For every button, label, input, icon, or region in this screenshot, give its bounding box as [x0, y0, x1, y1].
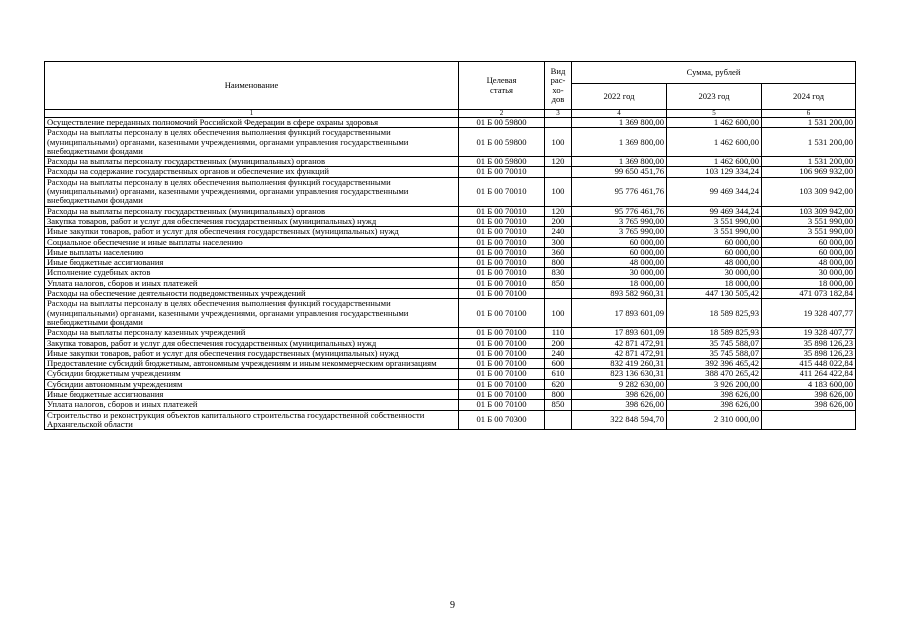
row-target-article: 01 Б 00 70010	[459, 167, 545, 177]
row-amount-2022: 893 582 960,31	[572, 289, 667, 299]
row-amount-2024: 471 073 182,84	[762, 289, 856, 299]
table-row	[45, 237, 856, 247]
row-amount-2023: 60 000,00	[667, 247, 762, 257]
row-name: Иные закупки товаров, работ и услуг для обеспечения государственных (муниципальных) нужд	[45, 227, 459, 237]
row-amount-2023: 99 469 344,24	[667, 177, 762, 206]
row-amount-2024: 3 551 990,00	[762, 227, 856, 237]
row-target-article: 01 Б 00 70100	[459, 328, 545, 338]
row-name: Расходы на выплаты персоналу в целях обеспечения выполнения функций государственными (муниципальными) органами, казенными учреждениями, органами управления государственными внебюджетными фондами	[45, 177, 459, 206]
row-amount-2024: 398 626,00	[762, 400, 856, 410]
row-amount-2023: 3 926 200,00	[667, 379, 762, 389]
row-amount-2023: 398 626,00	[667, 400, 762, 410]
table-header	[45, 62, 856, 118]
row-amount-2023: 30 000,00	[667, 268, 762, 278]
row-amount-2022: 1 369 800,00	[572, 118, 667, 128]
row-expense-type: 200	[545, 338, 572, 348]
header-name: Наименование	[45, 62, 459, 110]
table-row	[45, 338, 856, 348]
row-amount-2023: 1 462 600,00	[667, 128, 762, 157]
table-row	[45, 390, 856, 400]
row-target-article: 01 Б 00 70010	[459, 206, 545, 216]
row-amount-2024: 18 000,00	[762, 278, 856, 288]
header-2022: 2022 год	[572, 84, 667, 110]
row-amount-2022: 1 369 800,00	[572, 128, 667, 157]
row-name: Расходы на обеспечение деятельности подведомственных учреждений	[45, 289, 459, 299]
row-name: Уплата налогов, сборов и иных платежей	[45, 400, 459, 410]
table-row	[45, 216, 856, 226]
row-target-article: 01 Б 00 70010	[459, 237, 545, 247]
row-amount-2024: 19 328 407,77	[762, 328, 856, 338]
table-row	[45, 348, 856, 358]
row-target-article: 01 Б 00 70100	[459, 390, 545, 400]
row-name: Иные бюджетные ассигнования	[45, 390, 459, 400]
row-amount-2022: 60 000,00	[572, 247, 667, 257]
table-row	[45, 268, 856, 278]
row-name: Социальное обеспечение и иные выплаты населению	[45, 237, 459, 247]
row-amount-2024	[762, 410, 856, 430]
table-row	[45, 299, 856, 328]
table-row	[45, 328, 856, 338]
column-number: 3	[545, 110, 572, 118]
row-amount-2022: 17 893 601,09	[572, 328, 667, 338]
row-amount-2022: 398 626,00	[572, 390, 667, 400]
header-2023: 2023 год	[667, 84, 762, 110]
row-expense-type: 800	[545, 258, 572, 268]
row-name: Строительство и реконструкция объектов капитального строительства государственной собственности Архангельской области	[45, 410, 459, 430]
table-row	[45, 177, 856, 206]
row-expense-type: 120	[545, 157, 572, 167]
row-amount-2024: 60 000,00	[762, 237, 856, 247]
row-expense-type: 600	[545, 359, 572, 369]
row-amount-2024: 106 969 932,00	[762, 167, 856, 177]
column-number: 1	[45, 110, 459, 118]
row-amount-2022: 99 650 451,76	[572, 167, 667, 177]
row-name: Расходы на выплаты персоналу государственных (муниципальных) органов	[45, 206, 459, 216]
row-amount-2022: 95 776 461,76	[572, 206, 667, 216]
row-amount-2023: 35 745 588,07	[667, 338, 762, 348]
table-row	[45, 227, 856, 237]
row-amount-2024: 4 183 600,00	[762, 379, 856, 389]
row-amount-2022: 3 765 990,00	[572, 227, 667, 237]
row-amount-2024: 1 531 200,00	[762, 118, 856, 128]
column-number-row	[45, 110, 856, 118]
row-name: Расходы на выплаты персоналу казенных учреждений	[45, 328, 459, 338]
row-name: Иные выплаты населению	[45, 247, 459, 257]
row-amount-2023: 388 470 265,42	[667, 369, 762, 379]
page-number: 9	[450, 600, 455, 611]
row-amount-2022: 48 000,00	[572, 258, 667, 268]
row-amount-2023: 3 551 990,00	[667, 216, 762, 226]
row-amount-2022: 322 848 594,70	[572, 410, 667, 430]
row-amount-2024: 411 264 422,84	[762, 369, 856, 379]
row-amount-2024: 1 531 200,00	[762, 128, 856, 157]
row-amount-2024: 1 531 200,00	[762, 157, 856, 167]
row-expense-type: 110	[545, 328, 572, 338]
row-amount-2022: 18 000,00	[572, 278, 667, 288]
row-amount-2022: 1 369 800,00	[572, 157, 667, 167]
row-amount-2023: 1 462 600,00	[667, 157, 762, 167]
row-name: Расходы на выплаты персоналу в целях обеспечения выполнения функций государственными (муниципальными) органами, казенными учреждениями, органами управления государственными внебюджетными фондами	[45, 299, 459, 328]
row-amount-2022: 398 626,00	[572, 400, 667, 410]
row-amount-2024: 103 309 942,00	[762, 206, 856, 216]
row-amount-2023: 2 310 000,00	[667, 410, 762, 430]
header-vid: Вид рас- хо- дов	[545, 62, 572, 110]
row-name: Субсидии автономным учреждениям	[45, 379, 459, 389]
row-name: Предоставление субсидий бюджетным, автономным учреждениям и иным некоммерческим организациям	[45, 359, 459, 369]
row-expense-type: 300	[545, 237, 572, 247]
table-row	[45, 258, 856, 268]
column-number: 6	[762, 110, 856, 118]
row-target-article: 01 Б 00 59800	[459, 118, 545, 128]
header-article: Целевая статья	[459, 62, 545, 110]
table-row	[45, 247, 856, 257]
row-amount-2022: 17 893 601,09	[572, 299, 667, 328]
row-expense-type: 360	[545, 247, 572, 257]
row-target-article: 01 Б 00 70100	[459, 289, 545, 299]
row-expense-type: 240	[545, 227, 572, 237]
row-amount-2024: 35 898 126,23	[762, 338, 856, 348]
row-amount-2022: 823 136 630,31	[572, 369, 667, 379]
row-amount-2023: 398 626,00	[667, 390, 762, 400]
row-expense-type: 850	[545, 278, 572, 288]
column-number: 5	[667, 110, 762, 118]
row-name: Исполнение судебных актов	[45, 268, 459, 278]
column-number: 4	[572, 110, 667, 118]
row-expense-type: 200	[545, 216, 572, 226]
row-target-article: 01 Б 00 70100	[459, 359, 545, 369]
row-target-article: 01 Б 00 70010	[459, 278, 545, 288]
row-expense-type: 850	[545, 400, 572, 410]
table-row	[45, 400, 856, 410]
row-amount-2022: 3 765 990,00	[572, 216, 667, 226]
row-expense-type: 100	[545, 177, 572, 206]
row-amount-2023: 60 000,00	[667, 237, 762, 247]
row-target-article: 01 Б 00 70010	[459, 177, 545, 206]
row-amount-2024: 60 000,00	[762, 247, 856, 257]
row-target-article: 01 Б 00 70100	[459, 299, 545, 328]
row-expense-type: 620	[545, 379, 572, 389]
row-name: Иные бюджетные ассигнования	[45, 258, 459, 268]
row-target-article: 01 Б 00 70010	[459, 247, 545, 257]
table-row	[45, 379, 856, 389]
row-expense-type: 100	[545, 299, 572, 328]
table-row	[45, 157, 856, 167]
row-target-article: 01 Б 00 70100	[459, 400, 545, 410]
row-name: Расходы на выплаты персоналу в целях обеспечения выполнения функций государственными (муниципальными) органами, казенными учреждениями, органами управления государственными внебюджетными фондами	[45, 128, 459, 157]
row-amount-2024: 3 551 990,00	[762, 216, 856, 226]
row-name: Расходы на содержание государственных органов и обеспечение их функций	[45, 167, 459, 177]
table-row	[45, 118, 856, 128]
table-row	[45, 128, 856, 157]
row-name: Уплата налогов, сборов и иных платежей	[45, 278, 459, 288]
row-target-article: 01 Б 00 70010	[459, 268, 545, 278]
row-target-article: 01 Б 00 70100	[459, 338, 545, 348]
row-expense-type: 800	[545, 390, 572, 400]
row-amount-2023: 18 589 825,93	[667, 328, 762, 338]
table-row	[45, 289, 856, 299]
table-row	[45, 410, 856, 430]
row-expense-type: 120	[545, 206, 572, 216]
header-sum: Сумма, рублей	[572, 62, 856, 84]
row-target-article: 01 Б 00 70010	[459, 227, 545, 237]
table-body	[45, 118, 856, 430]
row-name: Расходы на выплаты персоналу государственных (муниципальных) органов	[45, 157, 459, 167]
row-name: Закупка товаров, работ и услуг для обеспечения государственных (муниципальных) нужд	[45, 338, 459, 348]
row-expense-type	[545, 289, 572, 299]
row-amount-2023: 18 000,00	[667, 278, 762, 288]
table-row	[45, 369, 856, 379]
row-name: Субсидии бюджетным учреждениям	[45, 369, 459, 379]
row-expense-type: 240	[545, 348, 572, 358]
table-row	[45, 206, 856, 216]
column-number: 2	[459, 110, 545, 118]
row-amount-2024: 103 309 942,00	[762, 177, 856, 206]
row-amount-2023: 103 129 334,24	[667, 167, 762, 177]
row-amount-2024: 19 328 407,77	[762, 299, 856, 328]
budget-table	[44, 61, 856, 430]
row-amount-2023: 1 462 600,00	[667, 118, 762, 128]
row-name: Закупка товаров, работ и услуг для обеспечения государственных (муниципальных) нужд	[45, 216, 459, 226]
row-amount-2024: 30 000,00	[762, 268, 856, 278]
row-target-article: 01 Б 00 70300	[459, 410, 545, 430]
row-amount-2023: 392 396 465,42	[667, 359, 762, 369]
row-amount-2022: 42 871 472,91	[572, 348, 667, 358]
row-target-article: 01 Б 00 59800	[459, 157, 545, 167]
row-target-article: 01 Б 00 70100	[459, 369, 545, 379]
row-expense-type: 610	[545, 369, 572, 379]
row-target-article: 01 Б 00 70010	[459, 216, 545, 226]
row-amount-2023: 447 130 505,42	[667, 289, 762, 299]
row-target-article: 01 Б 00 59800	[459, 128, 545, 157]
row-amount-2023: 99 469 344,24	[667, 206, 762, 216]
row-amount-2023: 18 589 825,93	[667, 299, 762, 328]
row-target-article: 01 Б 00 70100	[459, 348, 545, 358]
row-amount-2022: 60 000,00	[572, 237, 667, 247]
table-row	[45, 278, 856, 288]
row-amount-2022: 832 419 260,31	[572, 359, 667, 369]
header-2024: 2024 год	[762, 84, 856, 110]
row-amount-2023: 3 551 990,00	[667, 227, 762, 237]
table-row	[45, 359, 856, 369]
row-amount-2023: 35 745 588,07	[667, 348, 762, 358]
row-amount-2024: 35 898 126,23	[762, 348, 856, 358]
row-expense-type: 830	[545, 268, 572, 278]
row-amount-2022: 30 000,00	[572, 268, 667, 278]
row-amount-2023: 48 000,00	[667, 258, 762, 268]
row-expense-type	[545, 410, 572, 430]
row-amount-2024: 398 626,00	[762, 390, 856, 400]
row-expense-type: 100	[545, 128, 572, 157]
row-amount-2024: 415 448 022,84	[762, 359, 856, 369]
row-amount-2022: 95 776 461,76	[572, 177, 667, 206]
row-amount-2024: 48 000,00	[762, 258, 856, 268]
row-name: Иные закупки товаров, работ и услуг для обеспечения государственных (муниципальных) нужд	[45, 348, 459, 358]
row-amount-2022: 9 282 630,00	[572, 379, 667, 389]
table-row	[45, 167, 856, 177]
row-expense-type	[545, 167, 572, 177]
row-expense-type	[545, 118, 572, 128]
row-amount-2022: 42 871 472,91	[572, 338, 667, 348]
row-target-article: 01 Б 00 70010	[459, 258, 545, 268]
row-target-article: 01 Б 00 70100	[459, 379, 545, 389]
row-name: Осуществление переданных полномочий Российской Федерации в сфере охраны здоровья	[45, 118, 459, 128]
